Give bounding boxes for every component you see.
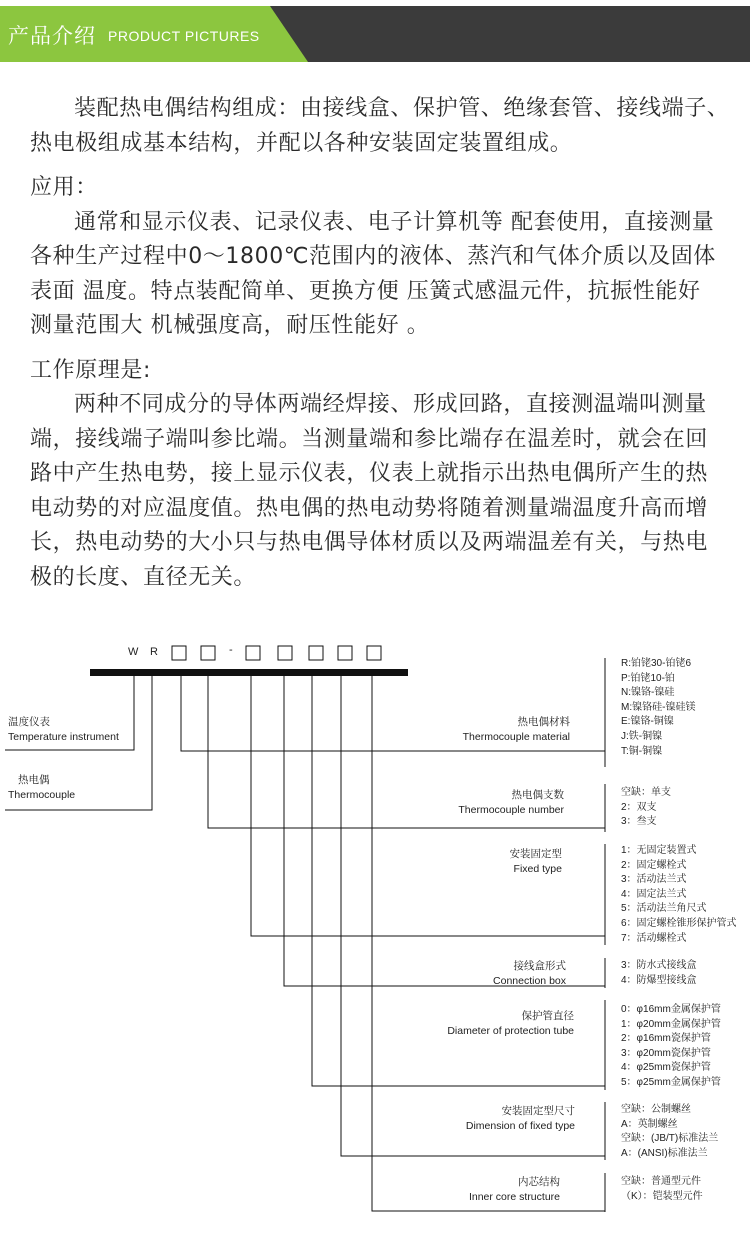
option-item: 3：φ20mm瓷保护管 xyxy=(621,1047,711,1059)
code-box xyxy=(201,646,215,660)
code-box xyxy=(367,646,381,660)
option-item: T:铜-铜镍 xyxy=(621,745,663,757)
option-item: 5：活动法兰角尺式 xyxy=(621,903,707,915)
option-item: E:镍铬-铜镍 xyxy=(621,716,674,728)
section-label-inner-core: 内芯结构 Inner core structure xyxy=(468,1176,560,1203)
option-item: 4：固定法兰式 xyxy=(621,888,687,900)
option-item: M:镍铬硅-镍硅镁 xyxy=(621,701,696,713)
code-letter-w: W xyxy=(128,646,139,658)
header-title-zh: 产品介绍 xyxy=(8,24,96,48)
option-item: 1：无固定装置式 xyxy=(621,845,697,856)
option-item: 5：φ25mm金属保护管 xyxy=(621,1076,721,1088)
description-text xyxy=(30,92,730,595)
section-label-tube-diameter: 保护管直径 Diameter of protection tube xyxy=(447,1010,574,1037)
option-item: 空缺：普通型元件 xyxy=(621,1176,701,1187)
intro-paragraph: 装配热电偶结构组成：由接线盒、保护管、绝缘套管、接线端子、热电极组成基本结构，并配以各种安装固定装置组成。 xyxy=(30,96,730,156)
code-box xyxy=(309,646,323,660)
options-tube-diameter xyxy=(621,1003,721,1091)
options-fixed-type xyxy=(621,844,737,946)
option-item: 3：活动法兰式 xyxy=(621,874,687,886)
option-item: A：英制螺丝 xyxy=(621,1118,678,1130)
option-item: 7：活动螺栓式 xyxy=(621,932,687,944)
application-paragraph: 通常和显示仪表、记录仪表、电子计算机等 配套使用，直接测量各种生产过程中0～1800℃范围内的液体、蒸汽和气体介质以及固体表面 温度。特点装配简单、更换方便 压簧式感温元件，抗振性能好 测量范围大 机械强度高，耐压性能好 。 xyxy=(30,209,716,338)
option-item: 2：双支 xyxy=(621,801,657,813)
code-box xyxy=(338,646,352,660)
option-item: J:铁-铜镍 xyxy=(621,730,663,742)
options-material xyxy=(621,657,695,759)
code-box xyxy=(246,646,260,660)
option-item: R:铂铑30-铂铑6 xyxy=(621,658,692,669)
option-item: 3：防水式接线盒 xyxy=(621,960,697,971)
option-item: （K）：铠装型元件 xyxy=(621,1190,703,1202)
header-title-en: PRODUCT PICTURES xyxy=(108,28,260,44)
option-item: 4：防爆型接线盒 xyxy=(621,974,697,986)
code-bar xyxy=(90,669,408,676)
option-item: 3：叁支 xyxy=(621,816,657,828)
option-item: 空缺：单支 xyxy=(621,787,671,798)
option-item: 空缺：(JB/T)标准法兰 xyxy=(621,1133,719,1145)
options-number xyxy=(621,786,671,830)
option-item: P:铂铑10-铂 xyxy=(621,672,675,684)
code-letter-r: R xyxy=(150,646,158,658)
section-label-fixed-dimension: 安装固定型尺寸 Dimension of fixed type xyxy=(465,1105,575,1132)
option-item: 0：φ16mm金属保护管 xyxy=(621,1004,721,1015)
option-item: 空缺：公制螺丝 xyxy=(621,1104,691,1115)
section-label-fixed-type: 安装固定型 Fixed type xyxy=(509,848,562,875)
option-item: 6：固定螺栓锥形保护管式 xyxy=(621,917,737,929)
option-item: 1：φ20mm金属保护管 xyxy=(621,1018,721,1030)
application-label: 应用： xyxy=(30,175,98,200)
section-label-connection-box: 接线盒形式 Connection box xyxy=(493,960,566,987)
code-box xyxy=(172,646,186,660)
option-item: N:镍铬-镍硅 xyxy=(621,687,675,699)
model-code-diagram xyxy=(0,620,750,1247)
options-fixed-dimension xyxy=(621,1103,718,1161)
left-label-thermocouple: 热电偶 Thermocouple xyxy=(8,774,76,801)
section-label-material: 热电偶材料 Thermocouple material xyxy=(462,716,570,743)
code-dash: - xyxy=(229,644,233,656)
section-header xyxy=(0,6,750,62)
left-label-temperature-instrument: 温度仪表 Temperature instrument xyxy=(8,716,119,743)
option-item: 2：φ16mm瓷保护管 xyxy=(621,1033,711,1045)
code-box xyxy=(278,646,292,660)
options-connection-box xyxy=(621,959,697,988)
principle-label: 工作原理是: xyxy=(30,357,152,383)
option-item: A：(ANSI)标准法兰 xyxy=(621,1147,708,1159)
option-item: 2：固定螺栓式 xyxy=(621,859,687,871)
principle-paragraph: 两种不同成分的导体两端经焊接、形成回路，直接测温端叫测量端，接线端子端叫参比端。当测量端和参比端存在温差时，就会在回路中产生热电势，接上显示仪表，仪表上就指示出热电偶所产生的热电动势的对应温度值。热电偶的热电动势将随着测量端温度升高而增长，热电动势的大小只与热电偶导体材质以及两端温差有关，与热电极的长度、直径无关。 xyxy=(30,392,709,590)
section-label-number: 热电偶支数 Thermocouple number xyxy=(458,789,564,816)
options-inner-core xyxy=(621,1175,703,1204)
option-item: 4：φ25mm瓷保护管 xyxy=(621,1062,711,1074)
